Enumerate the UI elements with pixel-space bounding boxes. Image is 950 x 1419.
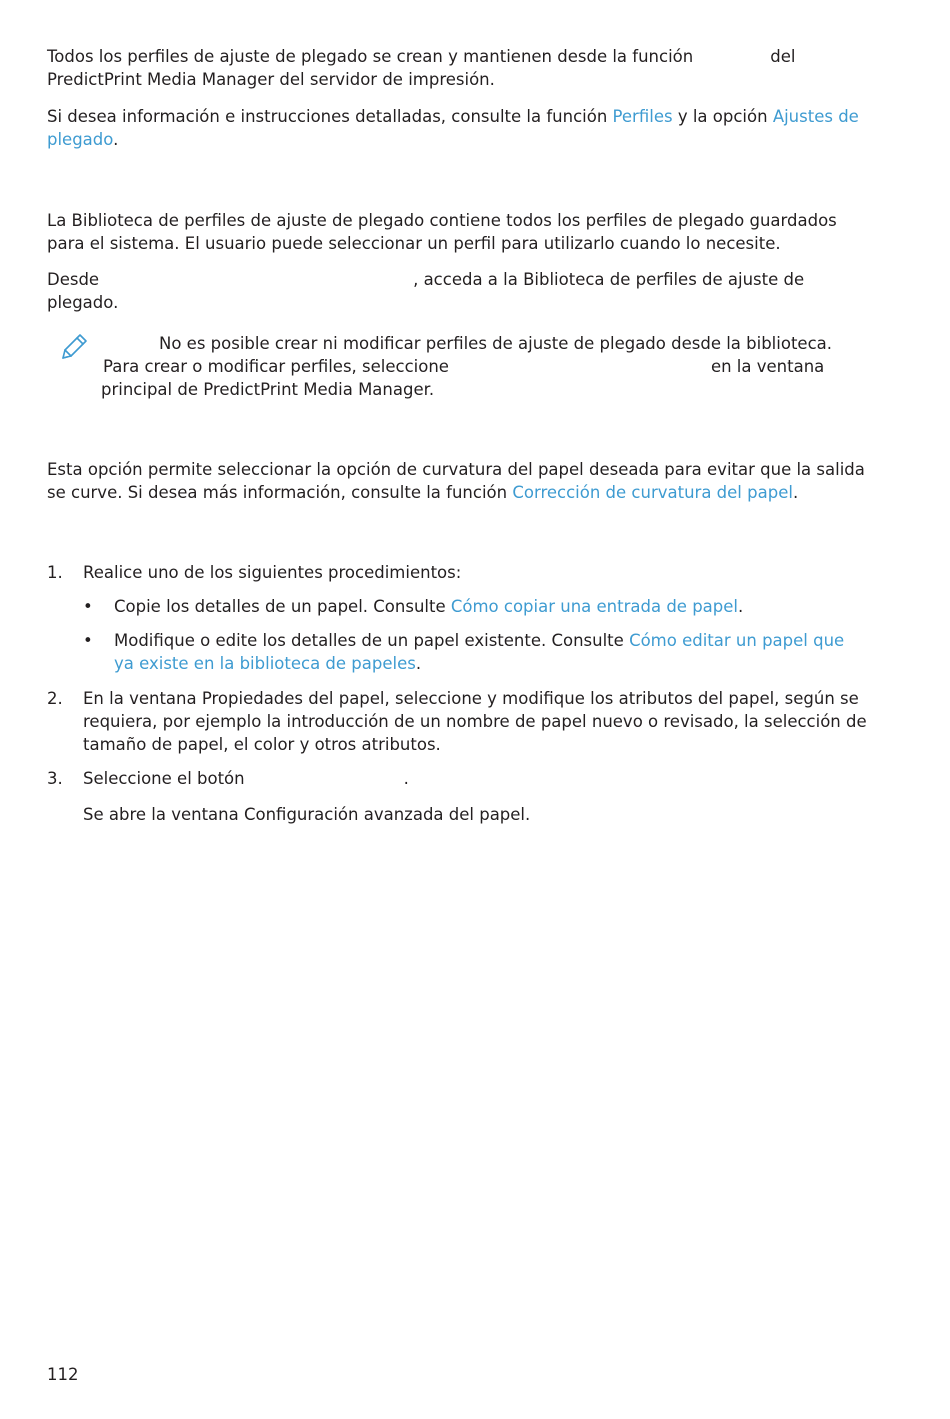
text: Desde xyxy=(47,270,100,289)
note-line-2 xyxy=(103,355,824,378)
bullet: • xyxy=(83,631,93,650)
step-number: 2. xyxy=(47,689,63,708)
link-copiar-papel[interactable]: Cómo copiar una entrada de papel xyxy=(450,597,738,616)
text: . xyxy=(415,654,422,673)
text: Seleccione el botón xyxy=(83,769,245,788)
text: Realice uno de los siguientes procedimientos: xyxy=(83,563,462,582)
text: para el sistema. El usuario puede seleccionar un perfil para utilizarlo cuando lo necesite. xyxy=(47,234,781,253)
paragraph-profiles-reference xyxy=(47,105,907,151)
text: Esta opción permite seleccionar la opción de curvatura del papel deseada para evitar que la salida xyxy=(47,460,865,479)
text: , acceda a la Biblioteca de perfiles de ajuste de xyxy=(413,270,805,289)
text: . xyxy=(113,130,119,149)
text: . xyxy=(403,769,409,788)
link-perfiles[interactable]: Perfiles xyxy=(612,107,673,126)
step-number: 1. xyxy=(47,563,63,582)
text: Copie los detalles de un papel. Consulte xyxy=(114,597,446,616)
step-3 xyxy=(47,767,907,826)
paragraph-curl-option xyxy=(47,458,907,504)
pencil-icon xyxy=(59,332,89,362)
step-result: Se abre la ventana Configuración avanzada del papel. xyxy=(83,805,531,824)
text: Para crear o modificar perfiles, seleccione xyxy=(103,357,449,376)
paragraph-library-access xyxy=(47,268,907,314)
text: . xyxy=(738,597,744,616)
text: PredictPrint Media Manager del servidor de impresión. xyxy=(47,70,495,89)
text: requiera, por ejemplo la introducción de un nombre de papel nuevo o revisado, la selección de xyxy=(83,712,867,731)
link-correccion-curvatura[interactable]: Corrección de curvatura del papel xyxy=(512,483,793,502)
link-ajustes-de-plegado[interactable]: Ajustes de xyxy=(772,107,859,126)
link-ajustes-de-plegado-cont[interactable]: plegado xyxy=(47,130,114,149)
step-number: 3. xyxy=(47,769,63,788)
list-item xyxy=(83,595,907,618)
step-1-options xyxy=(83,595,907,675)
text: se curve. Si desea más información, consulte la función xyxy=(47,483,508,502)
text: Todos los perfiles de ajuste de plegado se crean y mantienen desde la función xyxy=(47,47,694,66)
bullet: • xyxy=(83,597,93,616)
text: plegado. xyxy=(47,293,119,312)
list-item xyxy=(83,629,907,675)
procedure-steps xyxy=(47,561,907,826)
note-line-1: No es posible crear ni modificar perfiles de ajuste de plegado desde la biblioteca. xyxy=(159,334,832,353)
link-editar-papel-cont[interactable]: ya existe en la biblioteca de papeles xyxy=(114,654,416,673)
note-line-3: principal de PredictPrint Media Manager. xyxy=(101,380,435,399)
text: en la ventana xyxy=(710,357,825,376)
paragraph-profiles-maintenance xyxy=(47,45,907,91)
text: del xyxy=(770,47,796,66)
text: Modifique o edite los detalles de un papel existente. Consulte xyxy=(114,631,624,650)
text: . xyxy=(792,483,799,502)
text: y la opción xyxy=(677,107,768,126)
text: En la ventana Propiedades del papel, seleccione y modifique los atributos del papel, según se xyxy=(83,689,859,708)
text: tamaño de papel, el color y otros atributos. xyxy=(83,735,441,754)
step-2 xyxy=(47,687,907,756)
paragraph-library-description xyxy=(47,209,907,255)
text: Si desea información e instrucciones detalladas, consulte la función xyxy=(47,107,608,126)
step-1 xyxy=(47,561,907,675)
page-number: 112 xyxy=(47,1365,79,1384)
link-editar-papel[interactable]: Cómo editar un papel que xyxy=(629,631,845,650)
text: La Biblioteca de perfiles de ajuste de plegado contiene todos los perfiles de plegado guardados xyxy=(47,211,837,230)
